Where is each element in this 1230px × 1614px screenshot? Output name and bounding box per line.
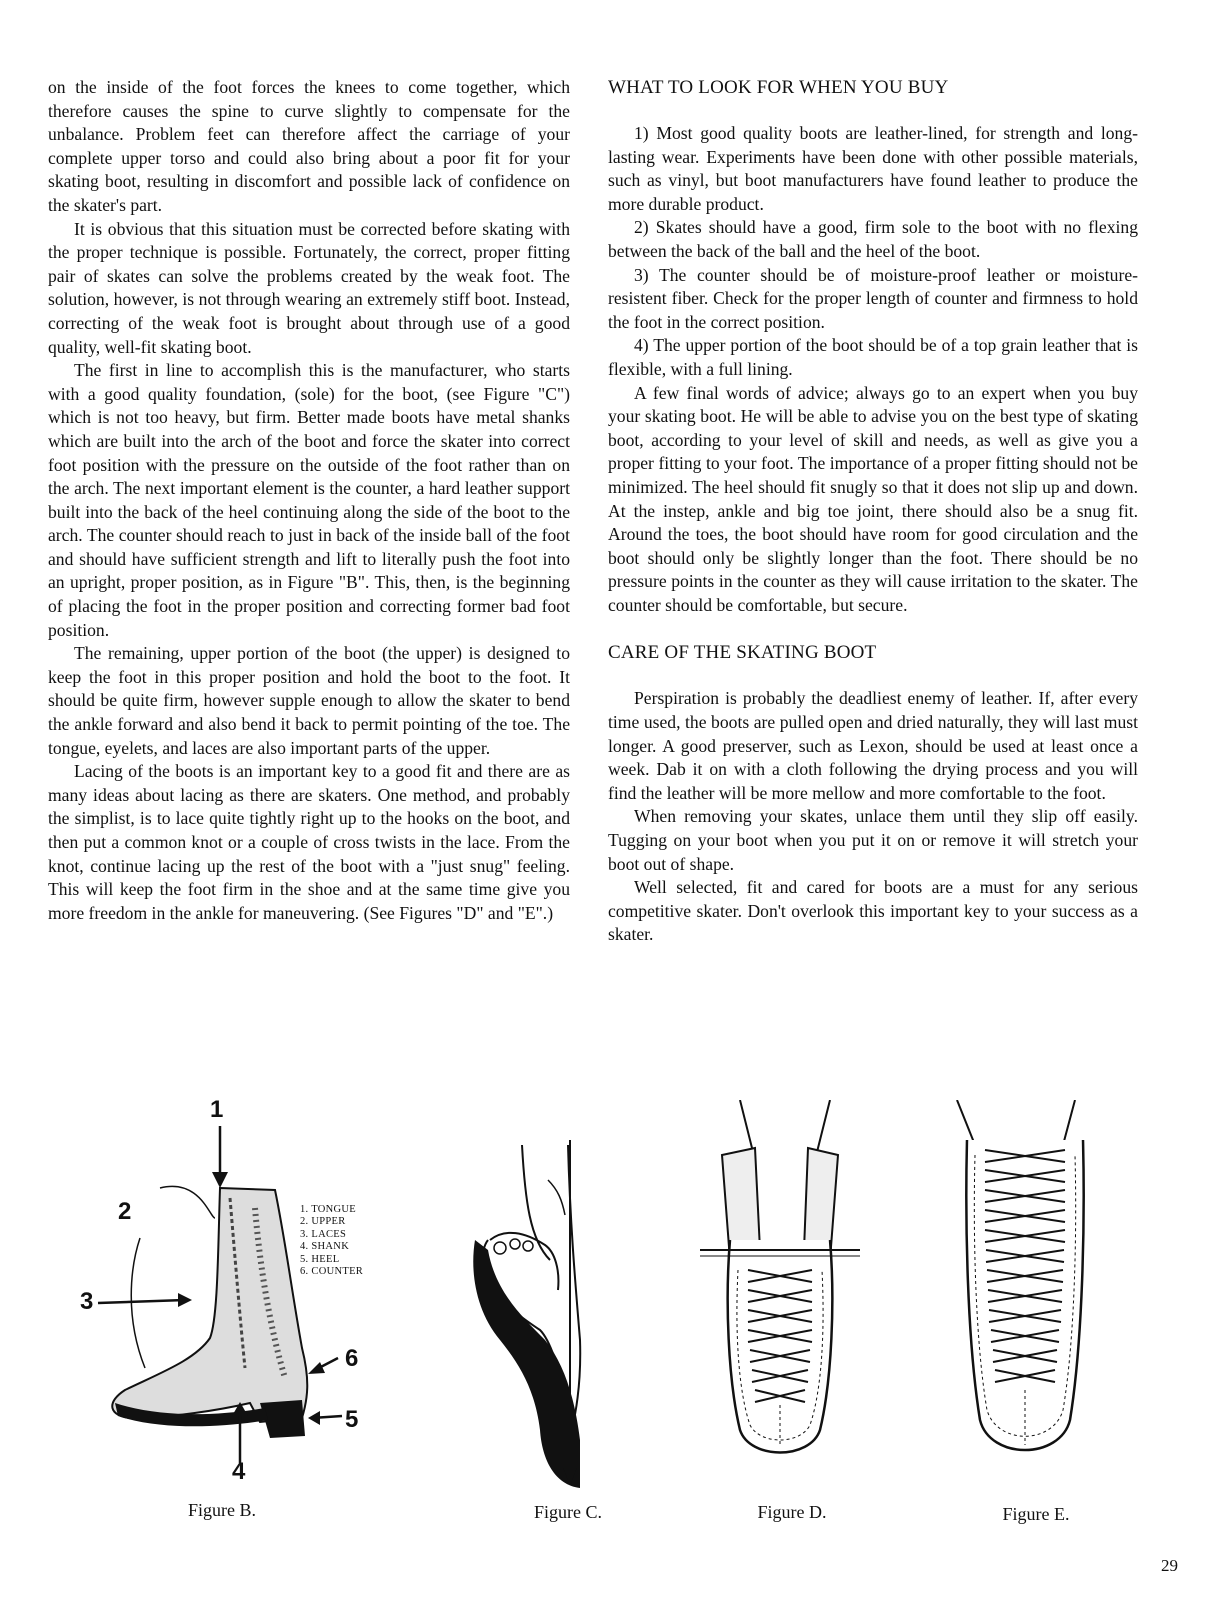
figure-b-boot-diagram — [70, 1118, 370, 1478]
left-column — [48, 76, 570, 925]
figure-d-lacing-diagram — [700, 1100, 860, 1480]
list-item: 1) Most good quality boots are leather-lined, for strength and long-lasting wear. Experiments have been done with other possible materials, such as vinyl, but boot manufacturers have found leather to produce the more durable product. — [608, 123, 1138, 214]
paragraph: The first in line to accomplish this is the manufacturer, who starts with a good quality foundation, (sole) for the boot, (see Figure "C") which is not too heavy, but firm. Better made boots have metal shanks which are built into the arch of the boot and force the skater into correct foot position with the pressure on the outside of the foot rather than on the arch. The next important element is the counter, a hard leather support built into the back of the heel continuing along the side of the boot to the arch. The counter should reach to just in back of the inside ball of the foot and should have sufficient strength and lift to literally push the foot into an upright, proper position, as in Figure "B". This, then, is the beginning of placing the foot in the proper position and correcting former bad foot position. — [48, 360, 570, 640]
figure-b-parts-list — [300, 1204, 363, 1278]
figure-e-caption: Figure E. — [1002, 1504, 1070, 1524]
callout-2: 2 — [118, 1198, 132, 1225]
paragraph: Well selected, fit and cared for boots are a must for any serious competitive skater. Don't overlook this important key to your success as a skater. — [608, 877, 1138, 945]
right-column — [608, 76, 1138, 947]
part-label: 4. SHANK — [300, 1241, 350, 1253]
paragraph: When removing your skates, unlace them until they slip off easily. Tugging on your boot when you put it on or remove it will stretch your boot out of shape. — [608, 806, 1138, 874]
part-label: 1. TONGUE — [300, 1204, 356, 1215]
part-label: 5. HEEL — [300, 1253, 340, 1265]
list-item: 2) Skates should have a good, firm sole to the boot with no flexing between the back of the ball and the heel of the boot. — [608, 217, 1138, 261]
figure-d-caption: Figure D. — [757, 1502, 827, 1522]
part-label: 2. UPPER — [300, 1216, 346, 1228]
paragraph: Lacing of the boots is an important key to a good fit and there are as many ideas about lacing as there are skaters. One method, and probably the simplist, is to lace quite tightly right up to the hooks on the boot, and then put a common knot or a couple of cross twists in the lace. From the knot, continue lacing up the rest of the boot with a "just snug" feeling. This will keep the foot firm in the shoe and at the same time give you more freedom in the ankle for maneuvering. (See Figures "D" and "E".) — [48, 761, 570, 923]
callout-1: 1 — [210, 1096, 224, 1123]
list-item: 3) The counter should be of moisture-proof leather or moisture-resistent fiber. Check for the proper length of counter and firmness to hold the foot in the correct position. — [608, 264, 1138, 332]
paragraph: on the inside of the foot forces the knees to come together, which therefore causes the spine to curve slightly to compensate for the unbalance. Problem feet can therefore affect the carriage of your complete upper torso and could also bring about a poor fit for your skating boot, resulting in discomfort and possible lack of confidence on the skater's part. — [48, 77, 570, 215]
figure-e-lacing-diagram — [945, 1100, 1105, 1480]
figure-b-caption: Figure B. — [187, 1500, 256, 1520]
paragraph: It is obvious that this situation must be corrected before skating with the proper technique is possible. Fortunately, the correct, proper fitting pair of skates can solve the problems created by the weak foot. The solution, however, is not through wearing an extremely stiff boot. Instead, correcting of the weak foot is brought about through use of a good quality, well-fit skating boot. — [48, 218, 570, 357]
part-label: 3. LACES — [300, 1228, 347, 1240]
callout-3: 3 — [80, 1288, 94, 1315]
callout-5: 5 — [345, 1406, 359, 1433]
page-number: 29 — [1161, 1556, 1178, 1575]
callout-6: 6 — [345, 1345, 359, 1372]
paragraph: A few final words of advice; always go to an expert when you buy your skating boot. He will be able to advise you on the best type of skating boot, according to your level of skill and needs, as well as give you a proper fitting to your foot. The importance of a proper fitting should not be minimized. The heel should fit snugly so that it does not slip up and down. At the instep, ankle and big toe joint, there should also be a snug fit. Around the toes, the boot should have room for good circulation and the boot should only be slightly longer than the foot. There should be no pressure points in the counter as they will cause irritation to the skater. The counter should be comfortable, but secure. — [608, 382, 1138, 615]
section-heading-care: CARE OF THE SKATING BOOT — [608, 642, 877, 664]
paragraph: Perspiration is probably the deadliest enemy of leather. If, after every time used, the boots are pulled open and dried naturally, they will last must longer. A good preserver, such as Lexon, should be used at least once a week. Dab it on with a cloth following the drying process and you will find the leather will be more mellow and more comfortable to the foot. — [608, 688, 1138, 803]
paragraph: The remaining, upper portion of the boot (the upper) is designed to keep the foot in this proper position and hold the boot to the foot. It should be quite firm, however supple enough to allow the skater to bend the ankle forward and also bend it back to permit pointing of the toe. The tongue, eyelets, and laces are also important parts of the upper. — [48, 643, 570, 758]
figure-c-foot-diagram — [470, 1140, 630, 1500]
part-label: 6. COUNTER — [300, 1266, 364, 1278]
figure-c-caption: Figure C. — [533, 1502, 602, 1522]
list-item: 4) The upper portion of the boot should be of a top grain leather that is flexible, with a full lining. — [608, 335, 1138, 379]
section-heading-buy: WHAT TO LOOK FOR WHEN YOU BUY — [608, 77, 949, 98]
callout-4: 4 — [232, 1458, 246, 1485]
